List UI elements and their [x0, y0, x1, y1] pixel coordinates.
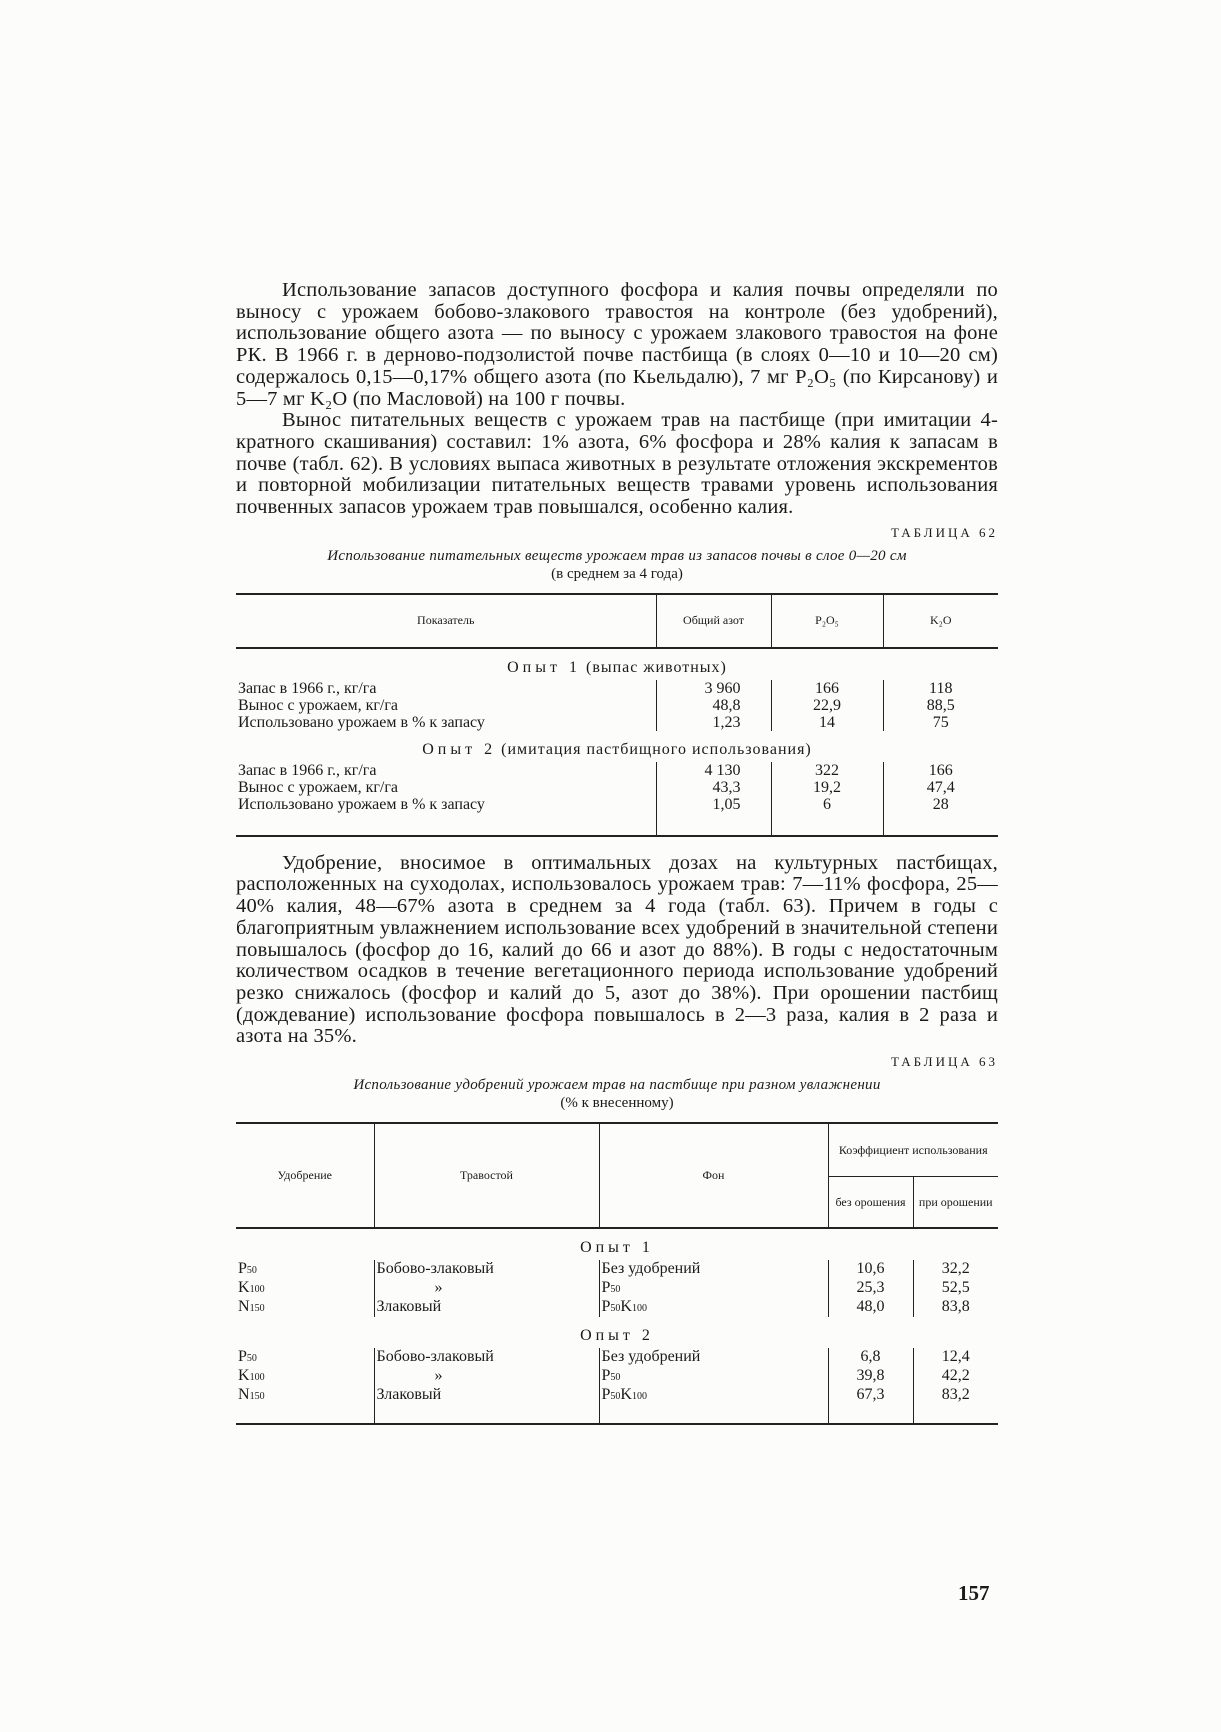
t63-header-irrigation: при орошении [913, 1177, 998, 1229]
t63-section-title: Опыт 2 [580, 1327, 654, 1345]
table-row: N150 Злаковый P50K100 67,3 83,2 [236, 1386, 998, 1405]
table-row: P50 Бобово-злаковый Без удобрений 6,8 12,4 [236, 1348, 998, 1367]
table-row: Вынос с урожаем, кг/га 43,3 19,2 47,4 [236, 779, 998, 796]
table-62-label: ТАБЛИЦА 62 [890, 524, 998, 540]
table-row: Использовано урожаем в % к запасу 1,23 14 75 [236, 714, 998, 731]
page-content [236, 280, 998, 1425]
table-63 [236, 1122, 998, 1425]
table-63-label: ТАБЛИЦА 63 [890, 1054, 998, 1070]
table-row: Вынос с урожаем, кг/га 48,8 22,9 88,5 [236, 697, 998, 714]
t62-header-indicator: Показатель [236, 594, 656, 648]
table-62 [236, 593, 998, 837]
t63-header-coefficient: Коэффициент использования [828, 1123, 998, 1177]
t62-header-p2o5: P₂O₅ [771, 594, 883, 648]
table-63-subcaption: (% к внесенному) [560, 1095, 674, 1112]
table-row: Использовано урожаем в % к запасу 1,05 6 28 [236, 796, 998, 813]
table-row: P50 Бобово-злаковый Без удобрений 10,6 32,2 [236, 1260, 998, 1279]
t63-header-background: Фон [599, 1123, 828, 1228]
paragraph-3: Удобрение, вносимое в оптимальных дозах на культурных пастбищах, расположенных на суходолах, использовалось урожаем трав: 7—11% фосфора, 25—40% калия, 48—67% азота в среднем за 4 года (табл. 63). Причем в годы с благоприятным увлажнением использование всех удобрений в значительной степени повышалось (фосфор до 16, калий до 66 и азот до 88%). В годы с недостаточным количеством осадков в течение вегетационного периода использование удобрений резко снижалось (фосфор и калий до 5, азот до 38%). При орошении пастбищ (дождевание) использование фосфора повышалось в 2—3 раза, калия в 2 раза и азота на 35%. [236, 851, 998, 1048]
t63-section-title: Опыт 1 [580, 1239, 654, 1257]
table-row: K100 » P50 25,3 52,5 [236, 1279, 998, 1298]
paragraph-2: Вынос питательных веществ с урожаем трав на пастбище (при имитации 4-кратного скашивания) составил: 1% азота, 6% фосфора и 28% калия к запасам в почве (табл. 62). В условиях выпаса животных в результате отложения экскрементов и повторной мобилизации питательных веществ травами уровень использования почвенных запасов урожаем трав повышался, особенно калия. [236, 409, 998, 519]
t62-header-k2o: K₂O [883, 594, 998, 648]
t63-header-fertilizer: Удобрение [236, 1123, 374, 1228]
table-63-caption: Использование удобрений урожаем трав на пастбище при разном увлажнении [353, 1077, 881, 1094]
table-62-subcaption: (в среднем за 4 года) [551, 565, 683, 582]
t63-header-stand: Травостой [374, 1123, 599, 1228]
page-number: 157 [958, 1581, 990, 1605]
t62-header-nitrogen: Общий азот [656, 594, 771, 648]
table-62-caption: Использование питательных веществ урожаем трав из запасов почвы в слое 0—20 см [327, 547, 907, 564]
table-row: Запас в 1966 г., кг/га 3 960 166 118 [236, 680, 998, 697]
t63-header-no-irrigation: без орошения [828, 1177, 913, 1229]
t62-section-title: Опыт 1 (выпас животных) [507, 658, 727, 676]
table-row: Запас в 1966 г., кг/га 4 130 322 166 [236, 762, 998, 779]
t62-section-title: Опыт 2 (имитация пастбищного использования) [422, 740, 812, 758]
table-row: K100 » P50 39,8 42,2 [236, 1367, 998, 1386]
table-row: N150 Злаковый P50K100 48,0 83,8 [236, 1298, 998, 1317]
paragraph-1: Использование запасов доступного фосфора и калия почвы определяли по выносу с урожаем бобово-злакового травостоя на контроле (без удобрений), использование общего азота — по выносу с урожаем злакового травостоя на фоне РК. В 1966 г. в дерново-подзолистой почве пастбища (в слоях 0—10 и 10—20 см) содержалось 0,15—0,17% общего азота (по Кьельдалю), 7 мг P₂O₅ (по Кирсанову) и 5—7 мг K₂O (по Масловой) на 100 г почвы. [236, 279, 998, 410]
